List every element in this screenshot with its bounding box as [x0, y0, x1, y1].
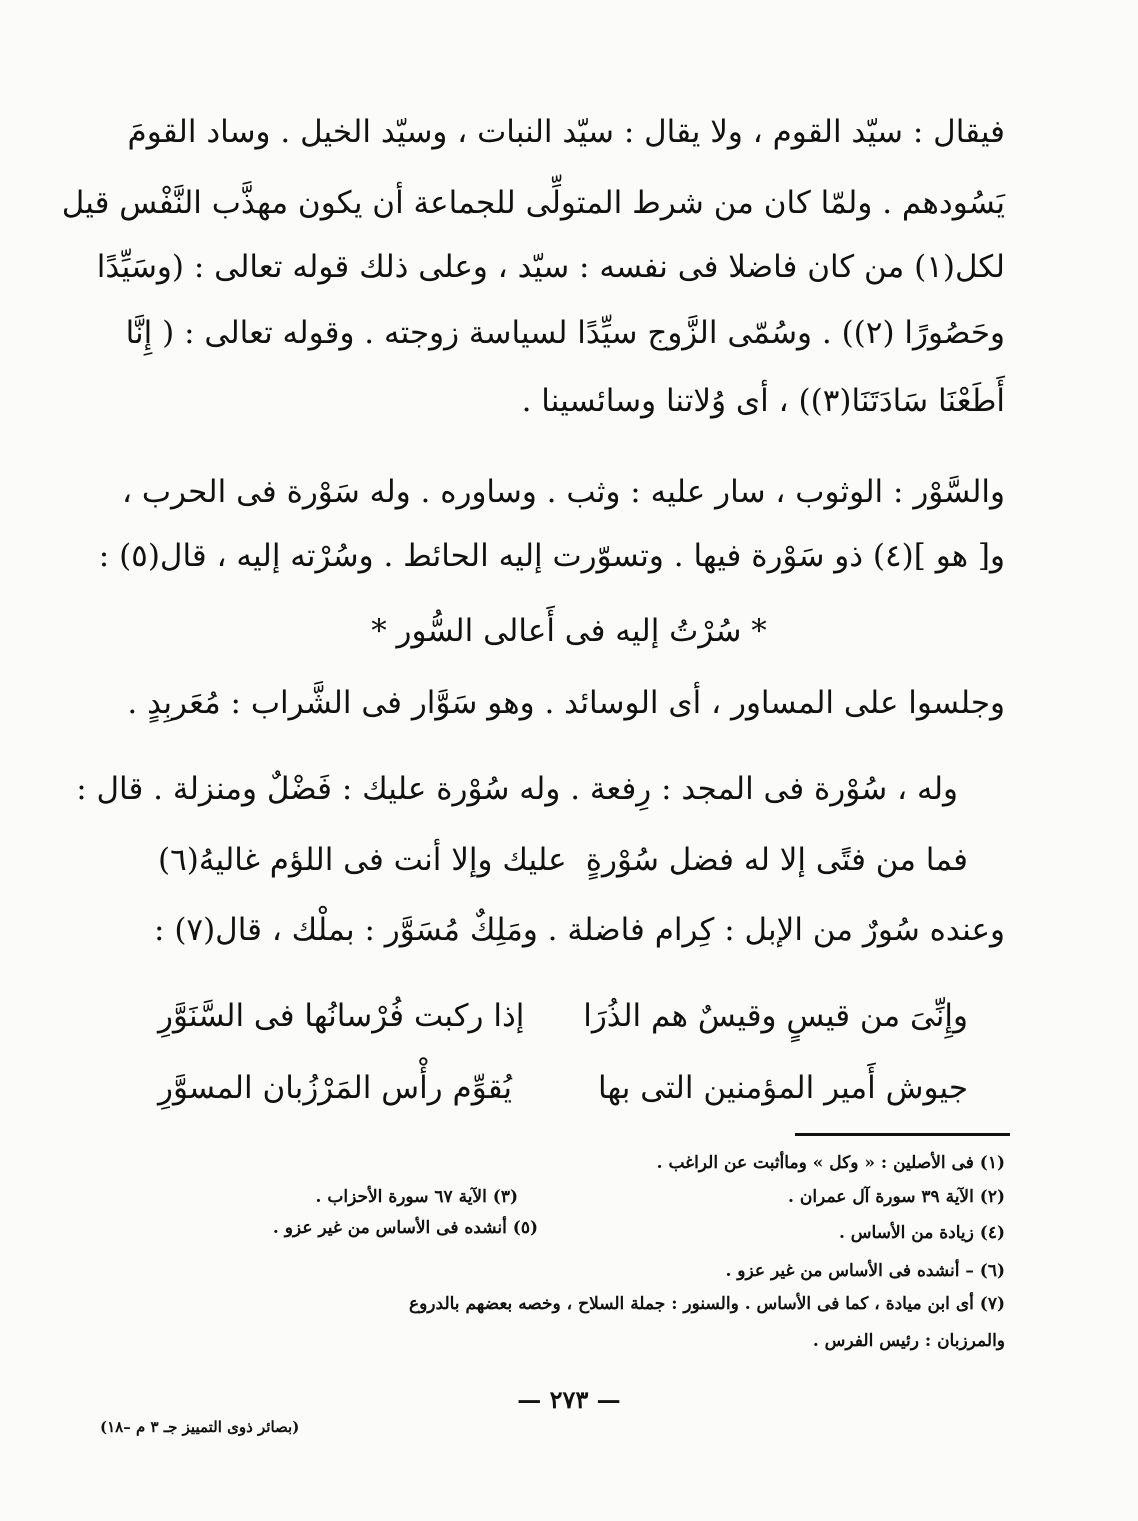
body-line: لكل(١) من كان فاضلا فى نفسه : سيّد ، وعلى ذلك قوله تعالى : (وسَيِّدًا — [96, 249, 1005, 285]
body-line: فيقال : سيّد القوم ، ولا يقال : سيّد النبات ، وسيّد الخيل . وساد القومَ — [127, 114, 1005, 150]
footnote: (٣) الآية ٦٧ سورة الأحزاب . — [315, 1187, 518, 1207]
signature-line: (بصائر ذوى التمييز جـ ٣ م –١٨) — [100, 1418, 300, 1436]
footnote: (٥) أنشده فى الأساس من غير عزو . — [272, 1218, 538, 1238]
footnote: (٤) زيادة من الأساس . — [838, 1223, 1005, 1243]
verse-hemistich: وإِنِّىَ من قيسٍ وقيسٌ هم الذُرَا — [583, 998, 968, 1034]
body-line: وجلسوا على المساور ، أى الوسائد . وهو سَوَّار فى الشَّراب : مُعَربِدٍ . — [127, 685, 1005, 721]
verse-hemistich: جيوش أَمير المؤمنين التى بها — [598, 1070, 968, 1106]
footnote: (٢) الآية ٣٩ سورة آل عمران . — [788, 1187, 1005, 1207]
body-line: أَطَعْنَا سَادَتَنَا(٣)) ، أى وُلاتنا وسائسينا . — [521, 383, 1005, 419]
footnote: والمرزبان : رئيس الفرس . — [812, 1331, 1005, 1351]
verse-hemistich: إذا ركبت فُرْسانُها فى السَّنَوَّرِ — [158, 998, 525, 1034]
verse-hemistich: يُقوِّم رأْس المَرْزُبان المسوَّرِ — [158, 1070, 513, 1106]
page-number: — ٢٧٣ — — [517, 1385, 621, 1414]
body-line: يَسُودهم . ولمّا كان من شرط المتولِّى للجماعة أن يكون مهذَّب النَّفْس قيل — [61, 185, 1005, 221]
body-line: وله ، سُوْرة فى المجد : رِفعة . وله سُوْرة عليك : فَضْلٌ ومنزلة . قال : — [76, 771, 958, 807]
footnote: (١) فى الأصلين : « وكل » وماأثبت عن الراغب . — [656, 1153, 1005, 1173]
body-line: وحَصُورًا (٢)) . وسُمّى الزَّوج سيِّدًا لسياسة زوجته . وقوله تعالى : ( إِنَّا — [125, 315, 1005, 351]
footnote-rule — [795, 1133, 1010, 1136]
body-line: وعنده سُورٌ من الإبل : كِرام فاضلة . ومَلِكٌ مُسَوَّر : بملْك ، قال(٧) : — [154, 912, 1005, 948]
body-line: و[ هو ](٤) ذو سَوْرة فيها . وتسوّرت إليه الحائط . وسُرْته إليه ، قال(٥) : — [98, 538, 1005, 574]
footnote: (٦) – أنشده فى الأساس من غير عزو . — [725, 1261, 1005, 1281]
footnote: (٧) أى ابن ميادة ، كما فى الأساس . والسنور : جملة السلاح ، وخصه بعضهم بالدروع — [408, 1294, 1005, 1314]
body-line: والسَّوْر : الوثوب ، سار عليه : وثب . وساوره . وله سَوْرة فى الحرب ، — [122, 474, 1005, 510]
verse-hemistich: عليك وإلا أنت فى اللؤم غاليهُ(٦) — [158, 842, 567, 878]
verse-line: * سُرْتُ إليه فى أَعالى السُّور * — [371, 613, 767, 649]
verse-hemistich: فما من فتًى إلا له فضل سُوْرةٍ — [585, 842, 968, 878]
